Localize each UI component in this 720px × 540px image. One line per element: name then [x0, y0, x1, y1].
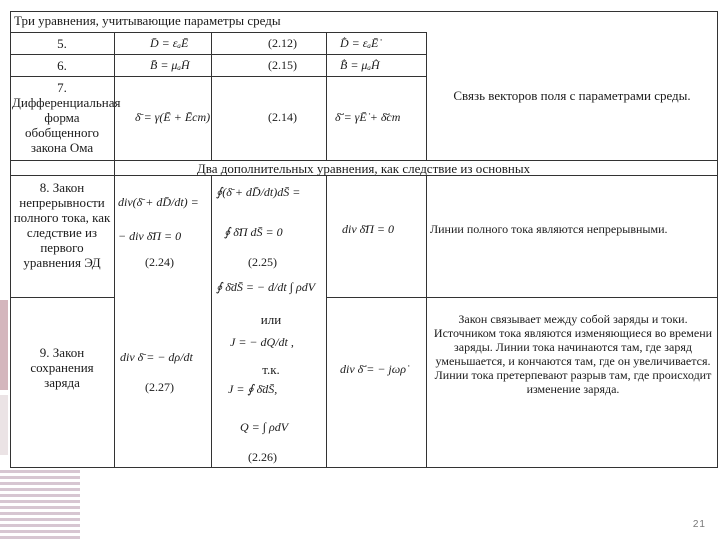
formula-2-15: B̄ = μₐH̄ — [150, 58, 190, 72]
table-title: Три уравнения, учитывающие параметры среды — [14, 13, 281, 28]
row-divider — [10, 297, 114, 298]
formula-2-26-c: J = ∮ δ̄dS̄, — [228, 382, 278, 396]
equations-table — [10, 11, 718, 468]
left-decor-bar-light — [0, 395, 8, 455]
diff-form-2-15: B̄̇ = μₐH̄̇ — [340, 58, 380, 72]
formula-2-14: δ̄ = γ(Ē + Ēст) — [135, 110, 211, 124]
col-divider — [326, 32, 327, 160]
formula-2-12: D̄ = εₐĒ — [150, 36, 189, 50]
formula-2-25-a: ∮(δ̄ + dD̄/dt)dS̄ = — [216, 185, 301, 199]
col-divider — [211, 175, 212, 467]
eq-num-2-24: (2.24) — [145, 255, 174, 269]
word-or: или — [260, 312, 282, 327]
note-continuity: Линии полного тока являются непрерывными. — [430, 222, 668, 236]
formula-2-25-b: ∮ δ̄П dS̄ = 0 — [224, 225, 283, 239]
col-divider — [426, 175, 427, 467]
note-charge-conservation: Закон связывает между собой заряды и токи. Источником тока являются изменяющиеся во времени заряды. Линии тока начинаются там, где заряд уменьшается, и кончаются там, где он увеличивается. Линии тока претерпевают разрыв там, где происходит изменение заряда. — [433, 312, 713, 396]
formula-2-26-d: Q = ∫ ρdV — [240, 420, 289, 434]
row-label-6: 6. — [57, 58, 67, 73]
subheader: Два дополнительных уравнения, как следствие из основных — [196, 161, 531, 176]
formula-2-27: div δ̄ = − dρ/dt — [120, 350, 193, 364]
eq-num-2-15: (2.15) — [268, 58, 297, 72]
row-label-8: 8. Закон непрерывности полного тока, как следствие из первого уравнения ЭД — [13, 180, 111, 270]
eq-num-2-26: (2.26) — [248, 450, 277, 464]
row-label-9: 9. Закон сохранения заряда — [30, 345, 94, 390]
col-divider — [211, 32, 212, 160]
eq-num-2-14: (2.14) — [268, 110, 297, 124]
formula-2-26-b: J = − dQ/dt , — [230, 335, 294, 349]
row-label-5: 5. — [57, 36, 67, 51]
diff-form-2-27: div δ̄̇ = − jωρ̇ — [340, 362, 406, 376]
row-divider — [10, 76, 426, 77]
col-divider — [326, 175, 327, 467]
page-number: 21 — [692, 519, 706, 530]
left-decor-bar — [0, 300, 8, 390]
row-divider — [10, 54, 426, 55]
row-divider — [326, 297, 717, 298]
formula-2-24-a: div(δ̄ + dD̄/dt) = — [118, 195, 199, 209]
eq-num-2-25: (2.25) — [248, 255, 277, 269]
formula-2-24-b: − div δ̄П = 0 — [118, 229, 182, 243]
word-since: т.к. — [262, 362, 280, 377]
eq-num-2-27: (2.27) — [145, 380, 174, 394]
diff-form-2-25: div δ̄̇П = 0 — [342, 222, 395, 236]
note-medium-params: Связь векторов поля с параметрами среды. — [453, 88, 691, 103]
bottom-left-decor — [0, 470, 80, 540]
formula-2-26-a: ∮ δ̄dS̄ = − d/dt ∫ ρdV — [216, 280, 316, 294]
diff-form-2-12: D̄̇ = εₐĒ̇ — [340, 36, 379, 50]
col-divider — [426, 32, 427, 160]
row-divider — [10, 32, 426, 33]
eq-num-2-12: (2.12) — [268, 36, 297, 50]
row-label-7: 7. Дифференциальная форма обобщенного закона Ома — [12, 80, 121, 155]
diff-form-2-14: δ̄̇ = γĒ̇ + δ̄̇ст — [335, 110, 401, 124]
